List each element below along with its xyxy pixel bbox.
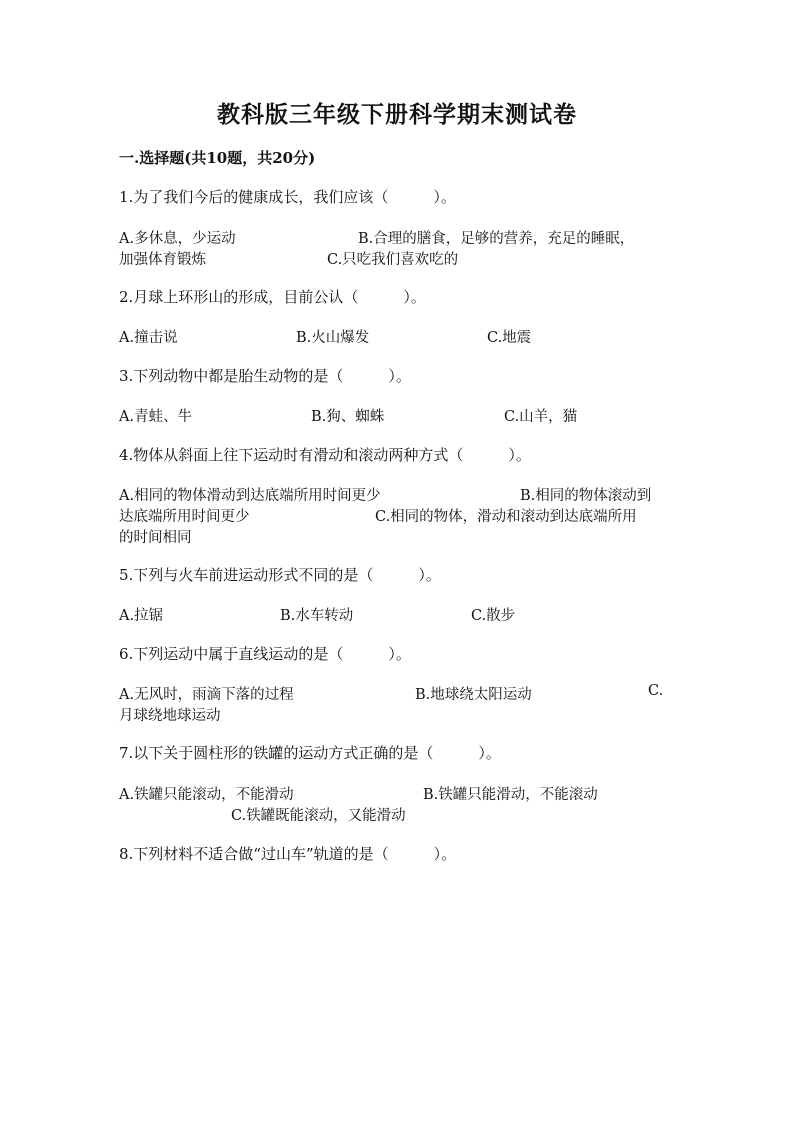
question-1-option-a: A.多休息，少运动 xyxy=(119,231,236,247)
question-6-option-b: B.地球绕太阳运动 xyxy=(415,687,532,703)
question-6-stem: 6.下列运动中属于直线运动的是（ ）。 xyxy=(119,645,411,663)
question-3-option-c: C.山羊，猫 xyxy=(504,409,578,425)
question-6-option-c: C. xyxy=(648,683,664,699)
question-2-stem: 2.月球上环形山的形成，目前公认（ ）。 xyxy=(119,288,426,306)
question-2-option-b: B.火山爆发 xyxy=(296,330,370,346)
question-4-stem: 4.物体从斜面上往下运动时有滑动和滚动两种方式（ ）。 xyxy=(119,446,531,464)
question-2-option-c: C.地震 xyxy=(487,330,532,346)
question-5-stem: 5.下列与火车前进运动形式不同的是（ ）。 xyxy=(119,566,441,584)
question-5-option-a: A.拉锯 xyxy=(119,608,164,624)
question-4-option-b: B.相同的物体滚动到 xyxy=(520,488,652,504)
question-1-option-b: B.合理的膳食，足够的营养，充足的睡眠， xyxy=(358,231,635,247)
question-3-stem: 3.下列动物中都是胎生动物的是（ ）。 xyxy=(119,367,411,385)
question-8-stem: 8.下列材料不适合做“过山车”轨道的是（ ）。 xyxy=(119,845,457,863)
question-7-option-a: A.铁罐只能滚动，不能滑动 xyxy=(119,787,294,803)
question-7-option-c: C.铁罐既能滚动，又能滑动 xyxy=(231,808,406,824)
question-7-stem: 7.以下关于圆柱形的铁罐的运动方式正确的是（ ）。 xyxy=(119,744,501,762)
question-7-option-b: B.铁罐只能滑动，不能滚动 xyxy=(423,787,598,803)
question-3-option-b: B.狗、蜘蛛 xyxy=(311,409,385,425)
question-3-option-a: A.青蛙、牛 xyxy=(119,409,193,425)
question-6-option-a: A.无风时，雨滴下落的过程 xyxy=(119,687,294,703)
section-heading: 一.选择题(共10题，共20分) xyxy=(119,149,316,167)
question-4-option-a: A.相同的物体滑动到达底端所用时间更少 xyxy=(119,488,381,504)
question-1-option-c: C.只吃我们喜欢吃的 xyxy=(327,252,459,268)
question-1-option-b-cont: 加强体育锻炼 xyxy=(119,252,206,268)
question-2-option-a: A.撞击说 xyxy=(119,330,178,346)
question-4-option-c-cont: 的时间相同 xyxy=(119,530,192,546)
question-1-stem: 1.为了我们今后的健康成长，我们应该（ ）。 xyxy=(119,188,456,206)
question-5-option-b: B.水车转动 xyxy=(280,608,354,624)
question-4-option-c: C.相同的物体，滑动和滚动到达底端所用 xyxy=(375,509,637,525)
question-4-option-b-cont: 达底端所用时间更少 xyxy=(119,509,250,525)
page-title: 教科版三年级下册科学期末测试卷 xyxy=(217,101,577,128)
question-6-option-c-cont: 月球绕地球运动 xyxy=(119,708,221,724)
question-5-option-c: C.散步 xyxy=(471,608,516,624)
